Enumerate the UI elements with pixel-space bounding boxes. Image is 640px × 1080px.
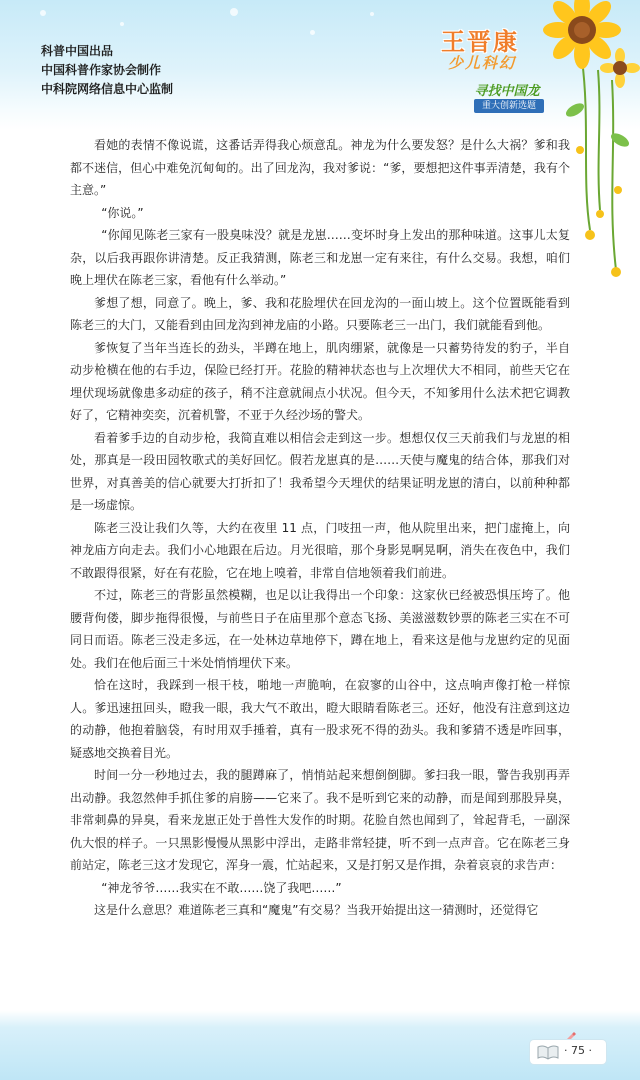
paragraph: 这是什么意思？难道陈老三真和“魔鬼”有交易？当我开始提出这一猜测时，还觉得它 [94,903,539,917]
decor-dot [230,8,238,16]
credit-line: 中科院网络信息中心监制 [41,82,174,96]
book-icon [536,1044,560,1060]
decor-dot [310,30,315,35]
decor-dot [120,22,124,26]
paragraph: 陈老三没让我们久等，大约在夜里 11 点，门吱扭一声，他从院里出来，把门虚掩上，向神龙庙方向走去。我们小心地跟在后边。月光很暗，那个身影晃啊晃啊，消失在夜色中，我们不敢跟得很紧，好在有花脸，它在地上嗅着，非常自信地领着我们前进。 [70,520,570,580]
publisher-credits [41,42,173,99]
author-brand-title: 王晋康 [441,28,519,56]
paragraph: 爹恢复了当年当连长的劲头，半蹲在地上，肌肉绷紧，就像是一只蓄势待发的豹子，半自动步枪横在他的右手边，保险已经打开。花脸的精神状态也与上次埋伏大不相同，前些天它在埋伏现场就像患多动症的孩子，稍不注意就闹点小状况。但今天，不知爹用什么法术把它调教好了，它精神奕奕，沉着机警，不亚于久经沙场的警犬。 [70,340,570,422]
paragraph: 爹想了想，同意了。晚上，爹、我和花脸埋伏在回龙沟的一面山坡上。这个位置既能看到陈老三的大门，又能看到由回龙沟到神龙庙的小路。只要陈老三一出门，我们就能看到他。 [70,295,570,332]
credit-line: 科普中国出品 [41,44,114,58]
paragraph: 看她的表情不像说谎，这番话弄得我心烦意乱。神龙为什么要发怒？是什么大祸？爹和我都不迷信，但心中难免沉甸甸的。出了回龙沟，我对爹说：“爹，要想把这件事弄清楚，我有个主意。” [70,138,570,197]
decor-dot [40,10,46,16]
decor-dot [370,12,374,16]
paragraph: “你闻见陈老三家有一股臭味没？就是龙崽……变坏时身上发出的那种味道。这事儿太复杂，以后我再跟你讲清楚。反正我猜测，陈老三和龙崽一定有来往，有什么交易。我想，咱们晚上埋伏在陈老三家，看他有什么举动。” [70,228,570,287]
series-title: 寻找中国龙 [474,84,540,99]
brand-subtitle: 少儿科幻 [447,54,516,72]
paragraph: “神龙爷爷……我实在不敢……饶了我吧……” [101,880,342,895]
paragraph: 时间一分一秒地过去，我的腿蹲麻了，悄悄站起来想倒倒脚。爹扫我一眼，警告我别再弄出动静。我忽然伸手抓住爹的肩膀——它来了。我不是听到它来的动静，而是闻到那股异臭，非常刺鼻的异臭，看来龙崽正处于兽性大发作的时期。花脸自然也闻到了，耸起背毛，一副深仇大恨的样子。一只黑影慢慢从黑影中浮出，走路非常轻捷，听不到一点声音。它在陈老三身前站定，陈老三这才发现它，浑身一震，忙站起来，又是打躬又是作揖，杂着哀哀的求告声： [70,768,570,872]
series-badge: 重大创新选题 [474,99,544,113]
page-number-box [530,1040,606,1064]
credit-line: 中国科普作家协会制作 [41,63,162,77]
paragraph: 恰在这时，我踩到一根干枝，啪地一声脆响，在寂寥的山谷中，这点响声像打枪一样惊人。爹迅速扭回头，瞪我一眼，我大气不敢出，瞪大眼睛看陈老三。还好，他没有注意到这边的动静，他抱着脑袋，有时用双手捶着，真有一股求死不得的劲头。我和爹猜不透是咋回事，疑惑地交换着目光。 [70,678,570,760]
paragraph: 不过，陈老三的背影虽然模糊，也足以让我得出一个印象：这家伙已经被恐惧压垮了。他腰背佝偻，脚步拖得很慢，与前些日子在庙里那个意态飞扬、美滋滋数钞票的陈老三实在不可同日而语。陈老三没走多远，在一处林边草地停下，蹲在地上，看来这是他与龙崽约定的见面处。我们在他后面三十米处悄悄埋伏下来。 [70,588,570,670]
paragraph: 看着爹手边的自动步枪，我简直难以相信会走到这一步。想想仅仅三天前我们与龙崽的相处，那真是一段田园牧歌式的美好回忆。假若龙崽真的是……天使与魔鬼的结合体，那我们对世界，对真善美的信心就要大打折扣了！我希望今天埋伏的结果证明龙崽的清白，以前种种都是一场虚惊。 [70,430,570,512]
paragraph: “你说。” [101,205,144,220]
page-number: · 75 · [564,1044,592,1057]
story-text [70,134,570,922]
